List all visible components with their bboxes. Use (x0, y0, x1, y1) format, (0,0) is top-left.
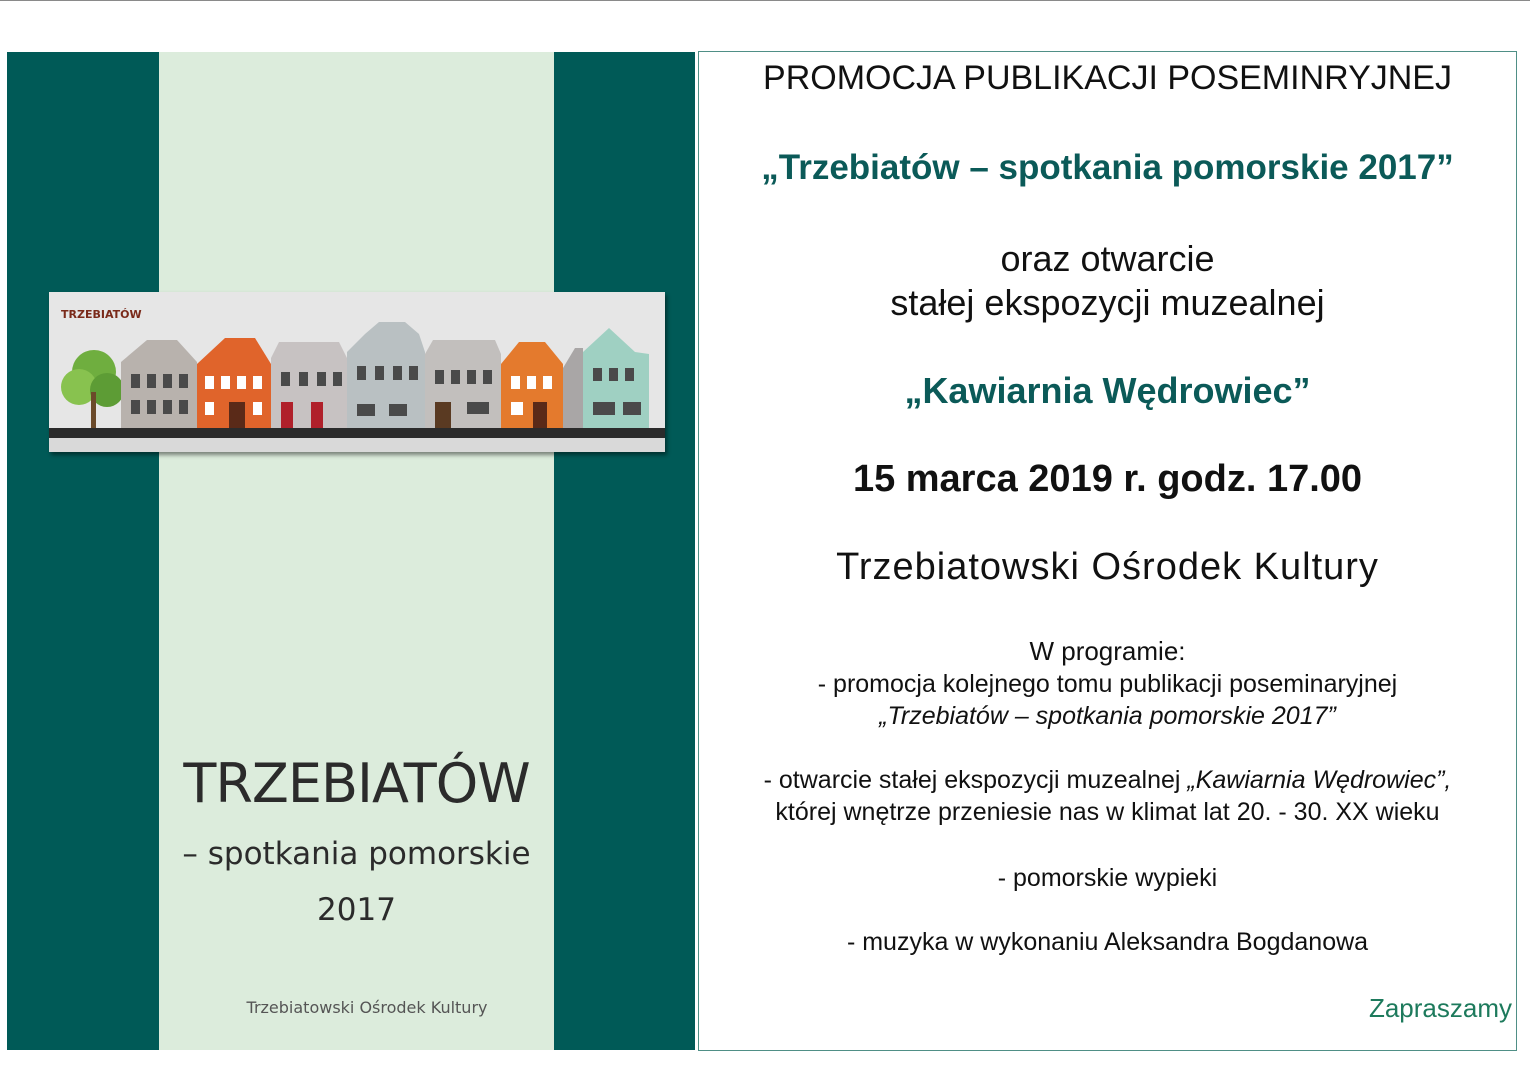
top-rule (0, 0, 1530, 1)
publication-title: „Trzebiatów – spotkania pomorskie 2017” (761, 148, 1454, 187)
cover-title: TRZEBIATÓW (183, 752, 530, 815)
cover-subtitle: – spotkania pomorskie (182, 836, 531, 872)
poster-text-panel (698, 51, 1517, 1051)
cover-year: 2017 (317, 892, 396, 928)
program-item-2-title: „Kawiarnia Wędrowiec”, (1187, 766, 1452, 794)
exhibition-line: stałej ekspozycji muzealnej (890, 282, 1325, 323)
exhibition-title: „Kawiarnia Wędrowiec” (904, 370, 1311, 411)
program-item-1-title: „Trzebiatów – spotkania pomorskie 2017” (879, 702, 1336, 730)
event-venue: Trzebiatowski Ośrodek Kultury (836, 546, 1379, 588)
event-date-time: 15 marca 2019 r. godz. 17.00 (852, 458, 1363, 500)
program-item-2 (699, 766, 1516, 795)
cover-publisher: Trzebiatowski Ośrodek Kultury (246, 998, 488, 1017)
book-cover (7, 52, 695, 1050)
illustration-label: TRZEBIATÓW (61, 308, 142, 321)
program-item-1: - promocja kolejnego tomu publikacji poseminaryjnej (817, 670, 1398, 698)
townhouses-illustration (49, 292, 665, 452)
program-label: W programie: (1029, 636, 1186, 666)
program-item-4: - muzyka w wykonaniu Aleksandra Bogdanowa (846, 928, 1369, 956)
closing-invitation: Zapraszamy (1368, 993, 1512, 1023)
program-item-3: - pomorskie wypieki (997, 864, 1218, 892)
program-item-2-continuation: której wnętrze przeniesie nas w klimat lat 20. - 30. XX wieku (775, 798, 1440, 826)
program-item-2-prefix: - otwarcie stałej ekspozycji muzealnej (763, 766, 1188, 794)
opening-line: oraz otwarcie (1000, 238, 1215, 279)
poster-heading: PROMOCJA PUBLIKACJI POSEMINRYJNEJ (763, 59, 1452, 97)
